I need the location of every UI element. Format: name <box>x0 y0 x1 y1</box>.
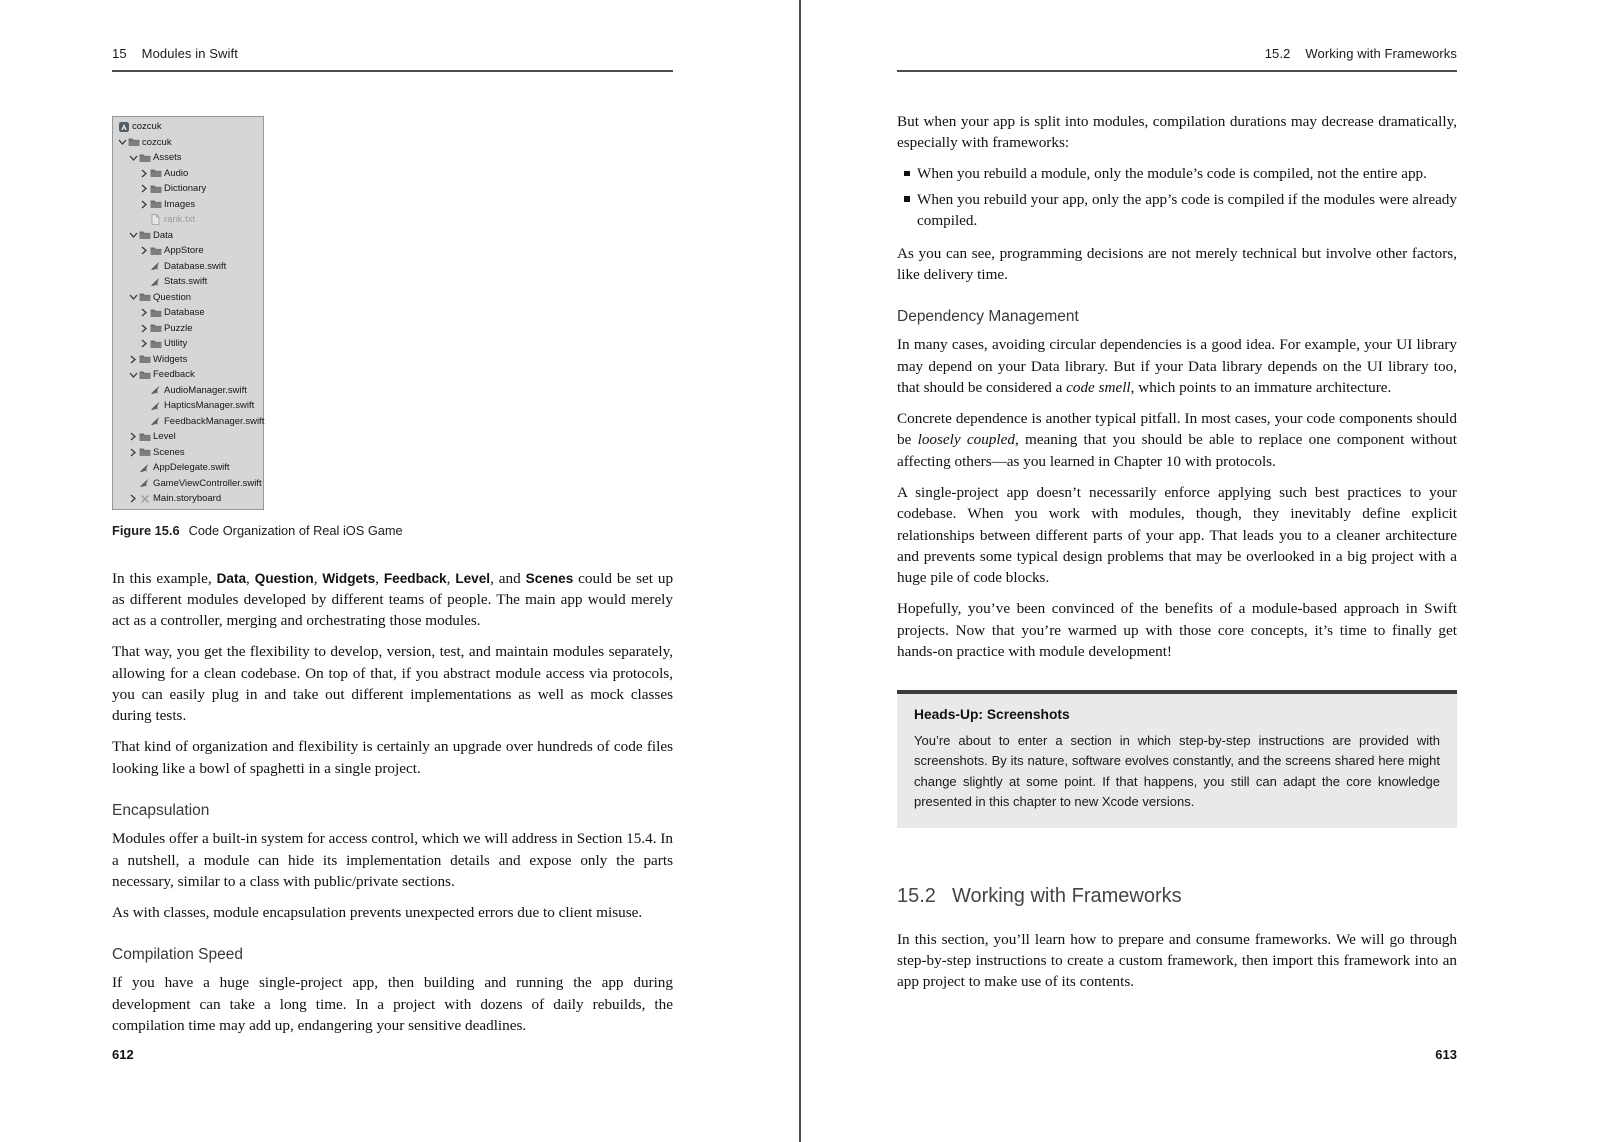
folder-icon <box>138 431 151 442</box>
text-run: If you have a huge single-project app, then building and running the app during development can take a long time. In a project with dozens of daily rebuilds, the compilation time may add up, endangering your sensitive deadlines. <box>112 974 673 1035</box>
chevron-right-icon[interactable] <box>139 308 149 317</box>
folder-icon <box>149 338 162 349</box>
running-head-left <box>112 46 673 70</box>
chevron-spacer <box>139 215 149 224</box>
text-run: , meaning that you should be able to replace one component without affecting others—as you learned in Chapter 10 with protocols. <box>897 431 1457 470</box>
sub-heading: Dependency Management <box>897 308 1079 326</box>
folder-icon <box>149 183 162 194</box>
folder-icon <box>138 292 151 303</box>
bold-term: Level <box>455 570 491 586</box>
file-icon <box>149 214 162 225</box>
folder-icon <box>127 137 140 148</box>
chevron-right-icon[interactable] <box>139 169 149 178</box>
chevron-right-icon[interactable] <box>139 200 149 209</box>
chevron-down-icon[interactable] <box>128 293 138 302</box>
paragraph <box>112 902 673 923</box>
tree-item-label: rank.txt <box>164 214 196 226</box>
chevron-spacer <box>139 417 149 426</box>
tree-item-label: AppDelegate.swift <box>153 462 230 474</box>
tree-item[interactable] <box>113 305 263 321</box>
folder-icon <box>149 307 162 318</box>
text-run: , and <box>490 569 526 587</box>
text-run: As you can see, programming decisions are not merely technical but involve other factors, like delivery time. <box>897 244 1457 283</box>
chevron-down-icon[interactable] <box>128 370 138 379</box>
section-heading-number: 15.2 <box>897 884 936 907</box>
heads-up-title: Heads-Up: Screenshots <box>914 706 1070 722</box>
italic-term: code smell <box>1066 379 1131 397</box>
text-run: Concrete dependence is another typical pitfall. In most cases, your code components should be <box>897 410 1457 449</box>
text-run: In many cases, avoiding circular dependencies is a good idea. For example, your UI library may depend on your Data library. But if your Data library depends on the UI library too, that should be considered a <box>897 336 1457 397</box>
tree-item-label: Widgets <box>153 353 188 365</box>
sub-heading: Encapsulation <box>112 802 210 820</box>
section-heading <box>897 885 1457 908</box>
text-run: As with classes, module encapsulation prevents unexpected errors due to client misuse. <box>112 903 643 921</box>
tree-item-label: Images <box>164 198 196 210</box>
tree-item[interactable] <box>113 445 263 461</box>
bullet-item <box>897 163 1457 184</box>
paragraph <box>112 641 673 727</box>
text-run: , <box>375 569 384 587</box>
tree-item-label: Question <box>153 291 192 303</box>
chevron-right-icon[interactable] <box>139 324 149 333</box>
right-content <box>897 111 1457 993</box>
swift-icon <box>149 400 162 411</box>
figure-caption-label: Figure 15.6 <box>112 522 180 538</box>
tree-item[interactable] <box>113 119 263 135</box>
tree-item[interactable] <box>113 491 263 507</box>
chevron-spacer <box>139 262 149 271</box>
tree-item[interactable] <box>113 336 263 352</box>
page-number-right: 613 <box>1435 1047 1457 1062</box>
text-run: , <box>246 569 255 587</box>
tree-item[interactable] <box>113 476 263 492</box>
tree-item[interactable] <box>113 181 263 197</box>
tree-item-label: Assets <box>153 152 182 164</box>
bold-term: Feedback <box>383 570 447 586</box>
folder-icon <box>138 354 151 365</box>
tree-item-label: Database <box>164 307 205 319</box>
figure-caption-text: Code Organization of Real iOS Game <box>188 522 403 538</box>
bullet-item <box>897 189 1457 232</box>
tree-item-label: Stats.swift <box>164 276 208 288</box>
page-right <box>801 0 1600 1142</box>
tree-item[interactable] <box>113 166 263 182</box>
header-rule <box>897 70 1457 72</box>
text-run: A single-project app doesn’t necessarily enforce applying such best practices to your codebase. When you work with modules, though, they inevitably define explicit relationships between different parts of your app. That leads you to a cleaner architecture and prevents some typical design problems that may be overlooked in a big project with a huge pile of code blocks. <box>897 483 1457 587</box>
chevron-down-icon[interactable] <box>128 231 138 240</box>
left-content <box>112 568 673 1037</box>
text-run: That way, you get the flexibility to develop, version, test, and maintain modules separately, allowing for a clean codebase. On top of that, if you abstract module access via protocols, you can easily plug in and take out different implementations as well as mock classes during tests. <box>112 643 673 725</box>
tree-item[interactable] <box>113 135 263 151</box>
paragraph <box>897 111 1457 154</box>
bold-term: Question <box>254 570 314 586</box>
chevron-spacer <box>128 463 138 472</box>
running-head-right <box>897 46 1457 70</box>
tree-item-label: Puzzle <box>164 322 193 334</box>
text-run: , <box>313 569 323 587</box>
paragraph <box>112 736 673 779</box>
tree-item-label: GameViewController.swift <box>153 477 262 489</box>
chevron-right-icon[interactable] <box>128 494 138 503</box>
section-number: 15.2 <box>1264 46 1291 61</box>
app-icon <box>117 121 130 132</box>
chevron-right-icon[interactable] <box>139 184 149 193</box>
folder-icon <box>138 369 151 380</box>
tree-item-label: AppStore <box>164 245 204 257</box>
text-run: Hopefully, you’ve been convinced of the benefits of a module-based approach in Swift projects. Now that you’re warmed up with those core concepts, it’s time to finally get hands-on practice with module development! <box>897 600 1457 661</box>
chevron-spacer <box>139 401 149 410</box>
tree-item-label: cozcuk <box>132 121 162 133</box>
tree-item[interactable] <box>113 212 263 228</box>
page-number-left: 612 <box>112 1047 134 1062</box>
tree-item[interactable] <box>113 429 263 445</box>
chevron-down-icon[interactable] <box>128 153 138 162</box>
tree-item[interactable] <box>113 383 263 399</box>
bold-term: Data <box>216 570 247 586</box>
tree-item-label: Main.storyboard <box>153 493 222 505</box>
bold-term: Widgets <box>322 570 376 586</box>
tree-item-label: Audio <box>164 167 189 179</box>
paragraph <box>897 243 1457 286</box>
tree-item-label: Dictionary <box>164 183 207 195</box>
file-tree <box>112 116 264 510</box>
tree-item-label: Level <box>153 431 176 443</box>
paragraph <box>112 972 673 1036</box>
tree-item-label: AudioManager.swift <box>164 384 247 396</box>
chevron-down-icon[interactable] <box>117 138 127 147</box>
square-bullet-icon <box>904 196 910 202</box>
heads-up-box <box>897 690 1457 828</box>
paragraph <box>897 598 1457 662</box>
folder-icon <box>138 230 151 241</box>
tree-item-label: Utility <box>164 338 188 350</box>
paragraph <box>897 929 1457 993</box>
tree-item[interactable] <box>113 460 263 476</box>
tree-item[interactable] <box>113 414 263 430</box>
tree-item[interactable] <box>113 228 263 244</box>
tree-item[interactable] <box>113 321 263 337</box>
tree-item[interactable] <box>113 259 263 275</box>
tree-item-label: Feedback <box>153 369 195 381</box>
figure-caption <box>112 523 673 538</box>
paragraph <box>897 482 1457 589</box>
swift-icon <box>149 261 162 272</box>
chapter-number: 15 <box>112 46 127 61</box>
tree-item-label: FeedbackManager.swift <box>164 415 265 427</box>
swift-icon <box>149 276 162 287</box>
paragraph <box>897 408 1457 472</box>
text-run: In this section, you’ll learn how to prepare and consume frameworks. We will go through step-by-step instructions to create a custom framework, then import this framework into an app project to make use of its contents. <box>897 930 1457 991</box>
text-run: could be set up as different modules developed by different teams of people. The main app would merely act as a controller, merging and orchestrating those modules. <box>112 569 674 630</box>
folder-icon <box>149 199 162 210</box>
header-rule <box>112 70 673 72</box>
chevron-right-icon[interactable] <box>139 246 149 255</box>
text-run: Modules offer a built-in system for access control, which we will address in Section 15.4. In a nutshell, a module can hide its implementation details and expose only the parts necessary, similar to a class with public/private sections. <box>112 830 673 890</box>
paragraph <box>112 568 673 632</box>
page-left <box>0 0 799 1142</box>
tree-item-label: cozcuk <box>142 136 172 148</box>
folder-icon <box>138 447 151 458</box>
bold-term: Scenes <box>525 570 574 586</box>
tree-item[interactable] <box>113 352 263 368</box>
chevron-right-icon[interactable] <box>128 432 138 441</box>
storyboard-icon <box>138 493 151 504</box>
paragraph <box>112 828 673 892</box>
chapter-title: Modules in Swift <box>141 46 238 61</box>
tree-item-label: Scenes <box>153 446 185 458</box>
paragraph <box>897 334 1457 398</box>
chevron-spacer <box>128 479 138 488</box>
square-bullet-icon <box>904 171 910 177</box>
bullet-text: When you rebuild your app, only the app’s code is compiled if the modules were already compiled. <box>917 190 1457 230</box>
chevron-right-icon[interactable] <box>128 355 138 364</box>
sub-heading: Compilation Speed <box>112 946 243 964</box>
swift-icon <box>138 462 151 473</box>
heads-up-text: You’re about to enter a section in which step-by-step instructions are provided with screenshots. By its nature, software evolves constantly, and the screens shared here might change slightly at some point. If that happens, you still can adapt the core knowledge presented in this chapter to new Xcode versions. <box>914 732 1440 810</box>
section-heading-title: Working with Frameworks <box>951 884 1182 907</box>
bullet-text: When you rebuild a module, only the module’s code is compiled, not the entire app. <box>917 165 1427 183</box>
italic-term: loosely coupled <box>917 431 1015 449</box>
tree-item-label: Data <box>153 229 174 241</box>
folder-icon <box>138 152 151 163</box>
swift-icon <box>149 416 162 427</box>
folder-icon <box>149 168 162 179</box>
chevron-right-icon[interactable] <box>139 339 149 348</box>
chevron-spacer <box>139 386 149 395</box>
bullet-list <box>897 163 1457 231</box>
tree-item[interactable] <box>113 274 263 290</box>
tree-item-label: HapticsManager.swift <box>164 400 255 412</box>
folder-icon <box>149 323 162 334</box>
tree-item[interactable] <box>113 150 263 166</box>
tree-item[interactable] <box>113 398 263 414</box>
tree-item[interactable] <box>113 367 263 383</box>
text-run: , which points to an immature architecture. <box>1130 379 1392 397</box>
text-run: In this example, <box>112 569 217 587</box>
folder-icon <box>149 245 162 256</box>
tree-item[interactable] <box>113 243 263 259</box>
text-run: , <box>446 569 456 587</box>
swift-icon <box>149 385 162 396</box>
figure-15-6 <box>112 116 673 538</box>
text-run: But when your app is split into modules, compilation durations may decrease dramatically, especially with frameworks: <box>897 113 1457 152</box>
swift-icon <box>138 478 151 489</box>
tree-item[interactable] <box>113 197 263 213</box>
tree-item-label: Database.swift <box>164 260 227 272</box>
chevron-right-icon[interactable] <box>128 448 138 457</box>
chevron-spacer <box>139 277 149 286</box>
section-title: Working with Frameworks <box>1305 46 1457 61</box>
text-run: That kind of organization and flexibility is certainly an upgrade over hundreds of code files looking like a bowl of spaghetti in a single project. <box>112 738 673 777</box>
tree-item[interactable] <box>113 290 263 306</box>
